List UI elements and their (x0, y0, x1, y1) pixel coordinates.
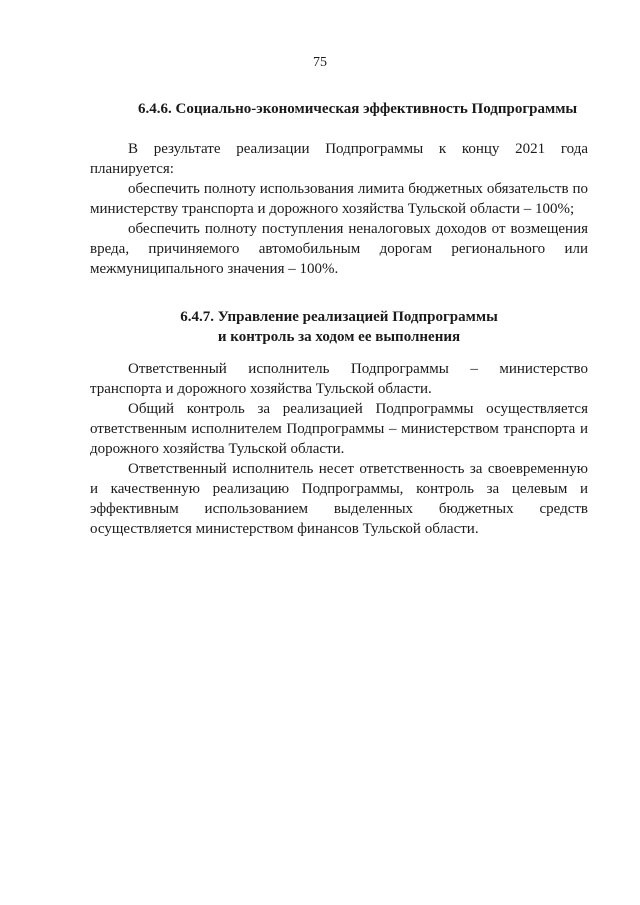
section-heading-6-4-7-line-2: и контроль за ходом ее выполнения (217, 329, 461, 345)
section-heading-6-4-7-line-1: 6.4.7. Управление реализацией Подпрограммы (180, 309, 498, 325)
paragraph-general-control: Общий контроль за реализацией Подпрограммы осуществляется ответственным исполнителем Подпрограммы – министерством транспорта и дорожного хозяйства Тульской области. (90, 401, 588, 457)
section-heading-6-4-7 (90, 307, 588, 347)
paragraph-results: В результате реализации Подпрограммы к концу 2021 года планируется: (90, 141, 588, 177)
paragraph-responsible-executor: Ответственный исполнитель Подпрограммы – министерство транспорта и дорожного хозяйства Тульской области. (90, 361, 588, 397)
paragraph-non-tax-revenue: обеспечить полноту поступления неналоговых доходов от возмещения вреда, причиняемого автомобильным дорогам регионального или межмуниципального значения – 100%. (90, 221, 588, 277)
section-heading-6-4-6: 6.4.6. Социально-экономическая эффективность Подпрограммы (138, 101, 578, 117)
section-body-6-4-6 (90, 139, 588, 279)
paragraph-responsibility: Ответственный исполнитель несет ответственность за своевременную и качественную реализацию Подпрограммы, контроль за целевым и эффективным использованием выделенных бюджетных средств осуществляется министерством финансов Тульской области. (90, 461, 588, 537)
section-body-6-4-7 (90, 359, 588, 539)
page-number: 75 (313, 55, 327, 70)
paragraph-budget-limit: обеспечить полноту использования лимита бюджетных обязательств по министерству транспорта и дорожного хозяйства Тульской области – 100%; (90, 181, 588, 217)
